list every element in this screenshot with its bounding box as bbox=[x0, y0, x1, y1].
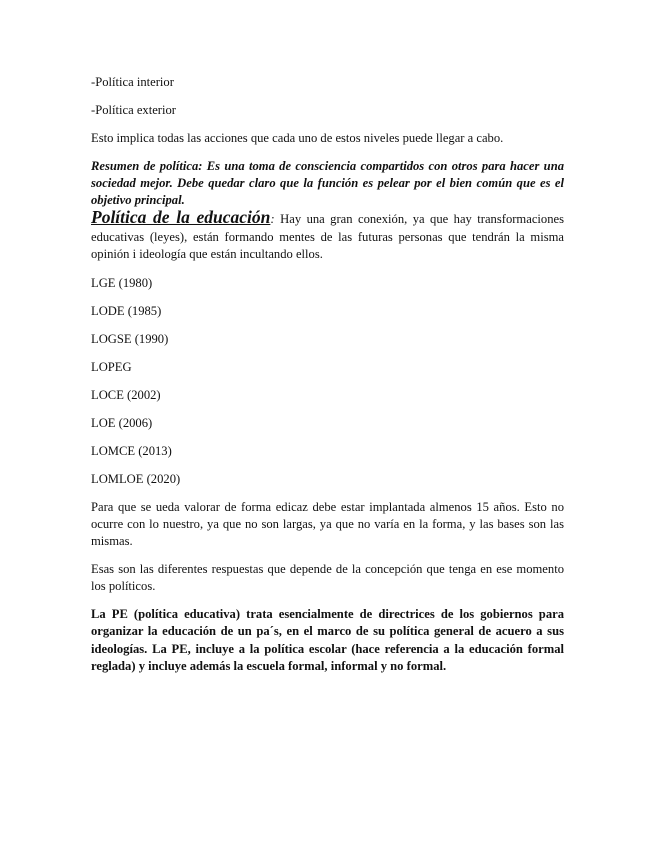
resumen-paragraph: Resumen de política: Es una toma de consciencia compartidos con otros para hacer una sociedad mejor. Debe quedar claro que la función es pelear por el bien común que es el objetivo principal. bbox=[91, 159, 564, 207]
law-item: LOPEG bbox=[91, 359, 132, 374]
section-title: Política de la educación bbox=[91, 207, 271, 227]
paragraph-valorar: Para que se ueda valorar de forma edicaz debe estar implantada almenos 15 años. Esto no ocurre con lo nuestro, ya que no son largas, ya que no varía en la forma, y las bases son las mismas. bbox=[91, 499, 564, 548]
paragraph-politica-educativa: La PE (política educativa) trata esencialmente de directrices de los gobiernos para organizar la educación de un pa´s, en el marco de su política general de acuero a sus ideologías. La PE, incluye a la política escolar (hace referencia a la educación formal reglada) y incluye además la escuela formal, informal y no formal. bbox=[91, 606, 564, 673]
law-item: LODE (1985) bbox=[91, 303, 162, 318]
law-item: LOCE (2002) bbox=[91, 387, 161, 402]
line-acciones: Esto implica todas las acciones que cada uno de estos niveles puede llegar a cabo. bbox=[91, 131, 504, 145]
line-politica-interior: -Política interior bbox=[91, 75, 174, 89]
paragraph-respuestas: Esas son las diferentes respuestas que depende de la concepción que tenga en ese momento los políticos. bbox=[91, 561, 564, 593]
document-page bbox=[91, 74, 564, 676]
law-item: LOGSE (1990) bbox=[91, 331, 169, 346]
section-text: Hay una gran conexión, ya que hay transformaciones educativas (leyes), están formando mentes de las futuras personas que tendrán la misma opinión i ideología que están incultando ellos. bbox=[91, 212, 564, 261]
section-education bbox=[91, 209, 564, 264]
law-item: LOMCE (2013) bbox=[91, 443, 172, 458]
law-item: LOMLOE (2020) bbox=[91, 471, 181, 486]
line-politica-exterior: -Política exterior bbox=[91, 103, 176, 117]
law-item: LGE (1980) bbox=[91, 275, 153, 290]
law-item: LOE (2006) bbox=[91, 415, 153, 430]
section-title-colon: : bbox=[270, 211, 275, 226]
